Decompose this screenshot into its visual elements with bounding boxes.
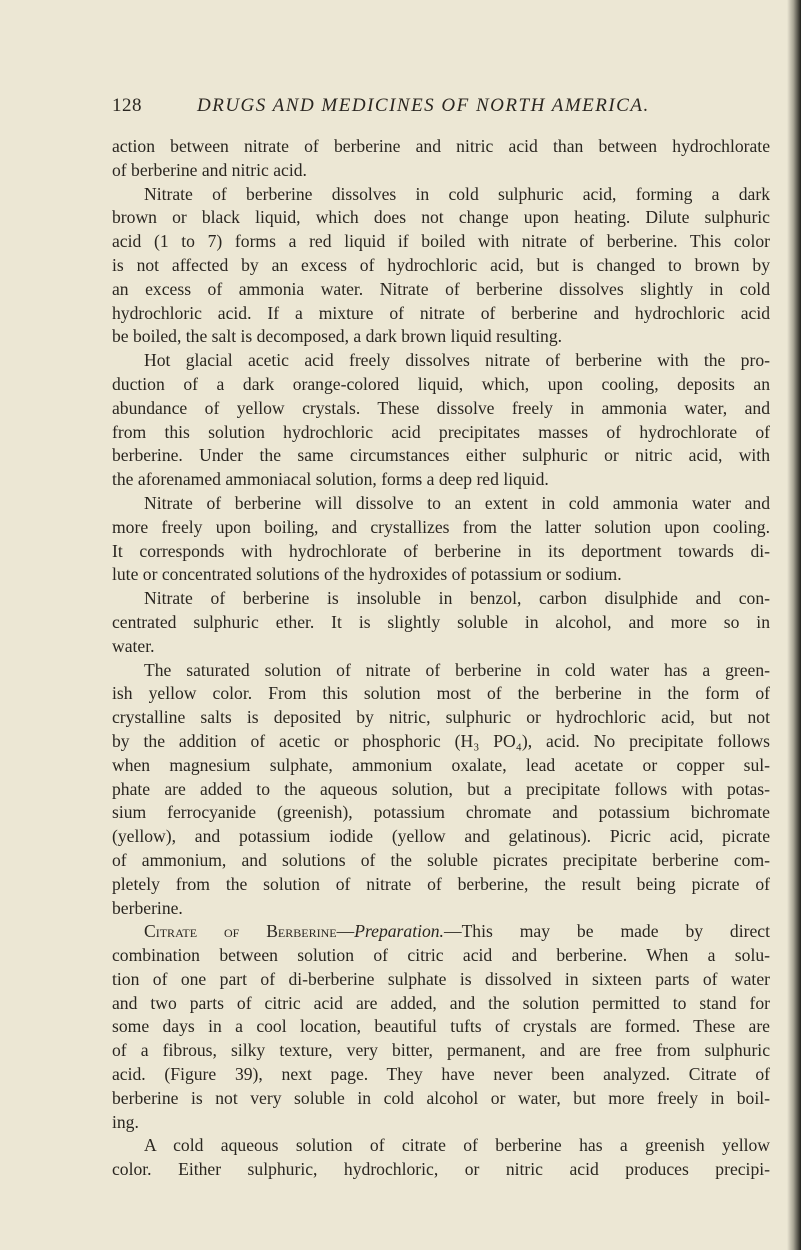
text-line: brown or black liquid, which does not change upon heating. Dilute sulphuric bbox=[112, 207, 770, 228]
text-line: the aforenamed ammoniacal solution, forms a deep red liquid. bbox=[112, 469, 549, 490]
text-line: berberine is not very soluble in cold alcohol or water, but more freely in boil- bbox=[112, 1087, 770, 1108]
text-line: A cold aqueous solution of citrate of berberine has a greenish yellow bbox=[144, 1135, 770, 1156]
text-line: Hot glacial acetic acid freely dissolves nitrate of berberine with the pro- bbox=[144, 350, 770, 371]
text-line: of a fibrous, silky texture, very bitter, permanent, and are free from sulphuric bbox=[112, 1040, 770, 1061]
text-line: of berberine and nitric acid. bbox=[112, 159, 307, 180]
text-line: lute or concentrated solutions of the hydroxides of potassium or sodium. bbox=[112, 564, 622, 585]
text-line: water. bbox=[112, 635, 155, 656]
text-line: It corresponds with hydrochlorate of berberine in its deportment towards di- bbox=[112, 540, 770, 561]
page-header bbox=[112, 95, 752, 123]
text-line: ish yellow color. From this solution most of the berberine in the form of bbox=[112, 683, 770, 704]
text-line: is not affected by an excess of hydrochloric acid, but is changed to brown by bbox=[112, 254, 770, 275]
text-line: combination between solution of citric acid and berberine. When a solu- bbox=[112, 945, 770, 966]
text-line: acid (1 to 7) forms a red liquid if boiled with nitrate of berberine. This color bbox=[112, 231, 770, 252]
text-line: crystalline salts is deposited by nitric, sulphuric or hydrochloric acid, but not bbox=[112, 707, 770, 728]
text-line: color. Either sulphuric, hydrochloric, or nitric acid produces precipi- bbox=[112, 1159, 770, 1180]
section-subheading: Preparation. bbox=[354, 921, 444, 942]
text-line: berberine. Under the same circumstances either sulphuric or nitric acid, with bbox=[112, 445, 770, 466]
text-line: Nitrate of berberine will dissolve to an extent in cold ammonia water and bbox=[144, 492, 770, 513]
text-line: The saturated solution of nitrate of berberine in cold water has a green- bbox=[144, 659, 770, 680]
text-line: (yellow), and potassium iodide (yellow and gelatinous). Picric acid, picrate bbox=[112, 826, 770, 847]
text-line: abundance of yellow crystals. These dissolve freely in ammonia water, and bbox=[112, 397, 770, 418]
heading-line-rest: —This may be made by direct bbox=[443, 921, 770, 942]
text-line: from this solution hydrochloric acid precipitates masses of hydrochlorate of bbox=[112, 421, 770, 442]
text-line: Nitrate of berberine is insoluble in benzol, carbon disulphide and con- bbox=[144, 588, 770, 609]
running-head: DRUGS AND MEDICINES OF NORTH AMERICA. bbox=[197, 95, 650, 116]
text-line: by the addition of acetic or phosphoric (H₃ PO₄), acid. No precipitate follows bbox=[112, 730, 770, 751]
text-line: an excess of ammonia water. Nitrate of berberine dissolves slightly in cold bbox=[112, 278, 770, 299]
text-line: some days in a cool location, beautiful tufts of crystals are formed. These are bbox=[112, 1016, 770, 1037]
heading-dash: — bbox=[336, 921, 355, 942]
text-line: duction of a dark orange-colored liquid, which, upon cooling, deposits an bbox=[112, 373, 770, 394]
text-line: hydrochloric acid. If a mixture of nitrate of berberine and hydrochloric acid bbox=[112, 302, 770, 323]
text-line: phate are added to the aqueous solution, but a precipitate follows with potas- bbox=[112, 778, 770, 799]
text-line: tion of one part of di-berberine sulphate is dissolved in sixteen parts of water bbox=[112, 968, 770, 989]
body-text bbox=[112, 135, 770, 1182]
text-line: of ammonium, and solutions of the soluble picrates precipitate berberine com- bbox=[112, 849, 770, 870]
text-line: Nitrate of berberine dissolves in cold sulphuric acid, forming a dark bbox=[144, 183, 770, 204]
text-line: pletely from the solution of nitrate of berberine, the result being picrate of bbox=[112, 873, 770, 894]
text-line: more freely upon boiling, and crystallizes from the latter solution upon cooling. bbox=[112, 516, 770, 537]
text-line: ing. bbox=[112, 1111, 139, 1132]
page-edge-shadow bbox=[787, 0, 801, 1250]
section-heading: Citrate of Berberine bbox=[144, 921, 337, 942]
page-number: 128 bbox=[112, 95, 142, 116]
text-line: acid. (Figure 39), next page. They have never been analyzed. Citrate of bbox=[112, 1064, 770, 1085]
text-line: centrated sulphuric ether. It is slightly soluble in alcohol, and more so in bbox=[112, 611, 770, 632]
text-line: sium ferrocyanide (greenish), potassium chromate and potassium bichromate bbox=[112, 802, 770, 823]
text-line: berberine. bbox=[112, 897, 183, 918]
citrate-heading-line bbox=[112, 920, 770, 944]
text-line: when magnesium sulphate, ammonium oxalate, lead acetate or copper sul- bbox=[112, 754, 770, 775]
text-line: action between nitrate of berberine and nitric acid than between hydrochlorate bbox=[112, 136, 770, 156]
text-line: and two parts of citric acid are added, and the solution permitted to stand for bbox=[112, 992, 770, 1013]
text-line: be boiled, the salt is decomposed, a dark brown liquid resulting. bbox=[112, 326, 563, 347]
